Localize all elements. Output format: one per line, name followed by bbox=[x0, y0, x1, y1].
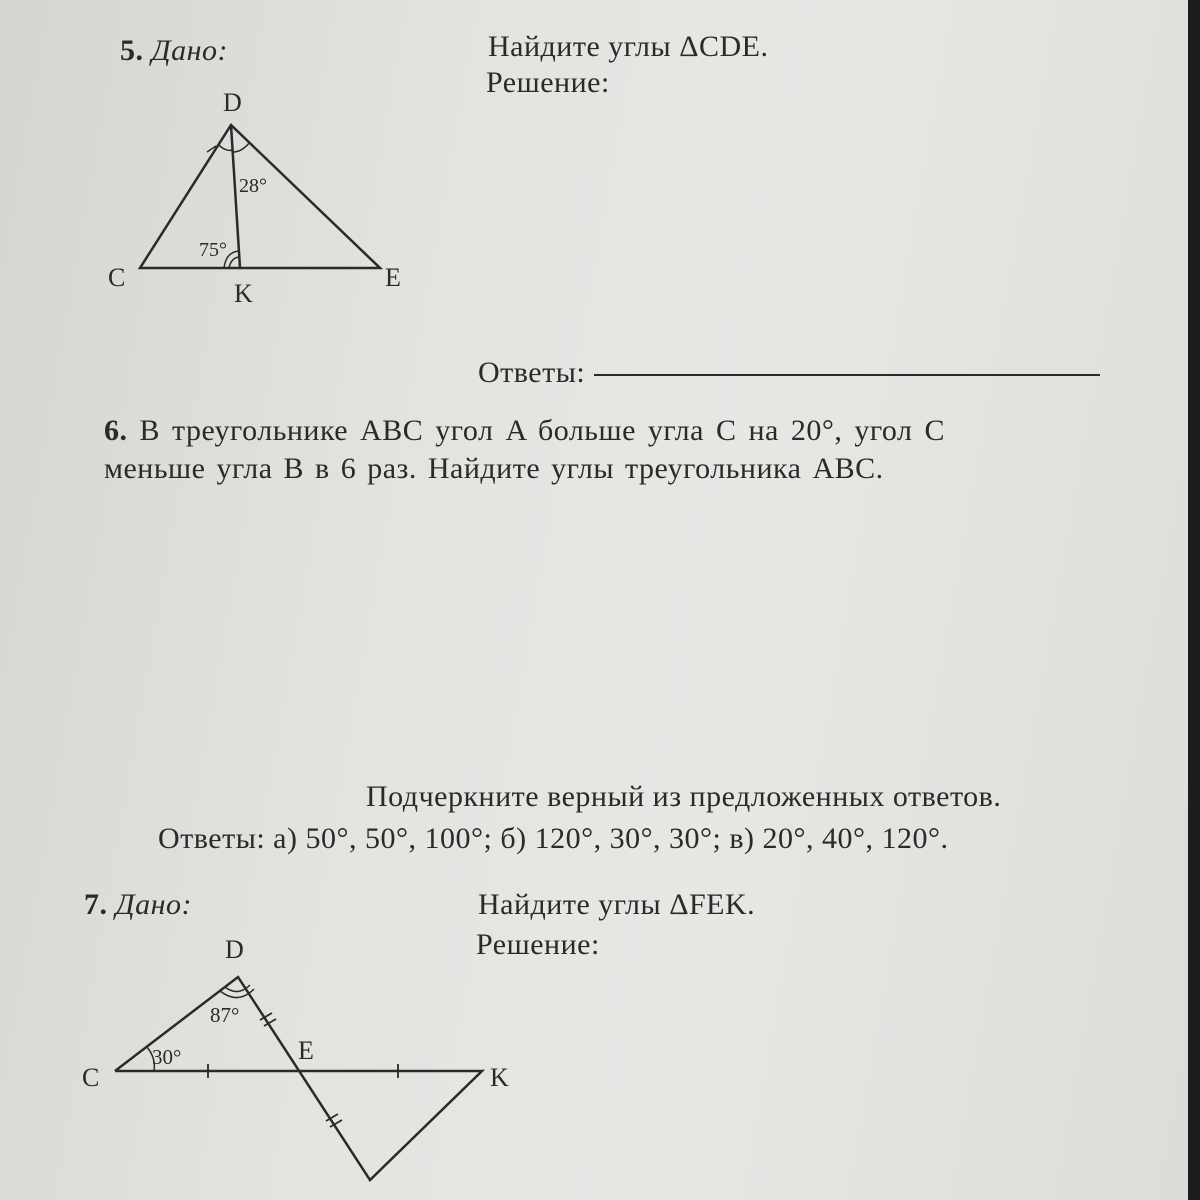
problem6-text-line1: В треугольнике ABC угол A больше угла C на 20°, угол C bbox=[139, 414, 945, 447]
angle-arc-k-inner bbox=[229, 257, 239, 268]
problem7-solution: Решение: bbox=[476, 928, 600, 961]
triangle-cde-figure bbox=[100, 80, 430, 310]
problem6-instruction: Подчеркните верный из предложенных ответов. bbox=[366, 780, 1002, 813]
figure-dcek bbox=[70, 925, 540, 1200]
label-e: E bbox=[298, 1036, 314, 1065]
angle-arc-d-right bbox=[233, 142, 250, 152]
angle-arc-d-outer bbox=[220, 989, 254, 998]
problem5-header bbox=[120, 34, 228, 68]
angle-arc-d-left bbox=[218, 144, 233, 150]
problem6-number: 6. bbox=[104, 414, 128, 447]
label-d: D bbox=[225, 935, 244, 964]
answer-line[interactable] bbox=[594, 374, 1100, 376]
problem7-given: Дано: bbox=[115, 888, 192, 921]
problem7-number: 7. bbox=[84, 888, 108, 921]
problem5-task: Найдите углы ΔCDE. bbox=[488, 30, 769, 63]
angle-label-30: 30° bbox=[152, 1045, 182, 1069]
label-d: D bbox=[223, 88, 242, 117]
problem6-answer-options[interactable]: Ответы: а) 50°, 50°, 100°; б) 120°, 30°, 30°; в) 20°, 40°, 120°. bbox=[158, 822, 949, 855]
problem5-number: 5. bbox=[120, 34, 144, 67]
angle-label-28: 28° bbox=[239, 175, 267, 197]
label-c: C bbox=[82, 1063, 100, 1092]
label-k: K bbox=[490, 1063, 509, 1092]
figure-lines bbox=[115, 977, 482, 1180]
angle-label-87: 87° bbox=[210, 1003, 240, 1027]
problem6-text-line2: меньше угла B в 6 раз. Найдите углы треугольника ABC. bbox=[104, 452, 884, 485]
label-e: E bbox=[385, 263, 401, 292]
problem7-task: Найдите углы ΔFEK. bbox=[478, 888, 756, 921]
problem5-given: Дано: bbox=[151, 34, 228, 67]
problem5-answers-label: Ответы: bbox=[478, 356, 586, 389]
problem6-line1 bbox=[104, 414, 945, 448]
problem7-header bbox=[84, 888, 192, 922]
label-k: K bbox=[234, 279, 253, 308]
angle-label-75: 75° bbox=[199, 239, 227, 261]
label-c: C bbox=[108, 263, 126, 292]
problem5-solution: Решение: bbox=[486, 66, 610, 99]
